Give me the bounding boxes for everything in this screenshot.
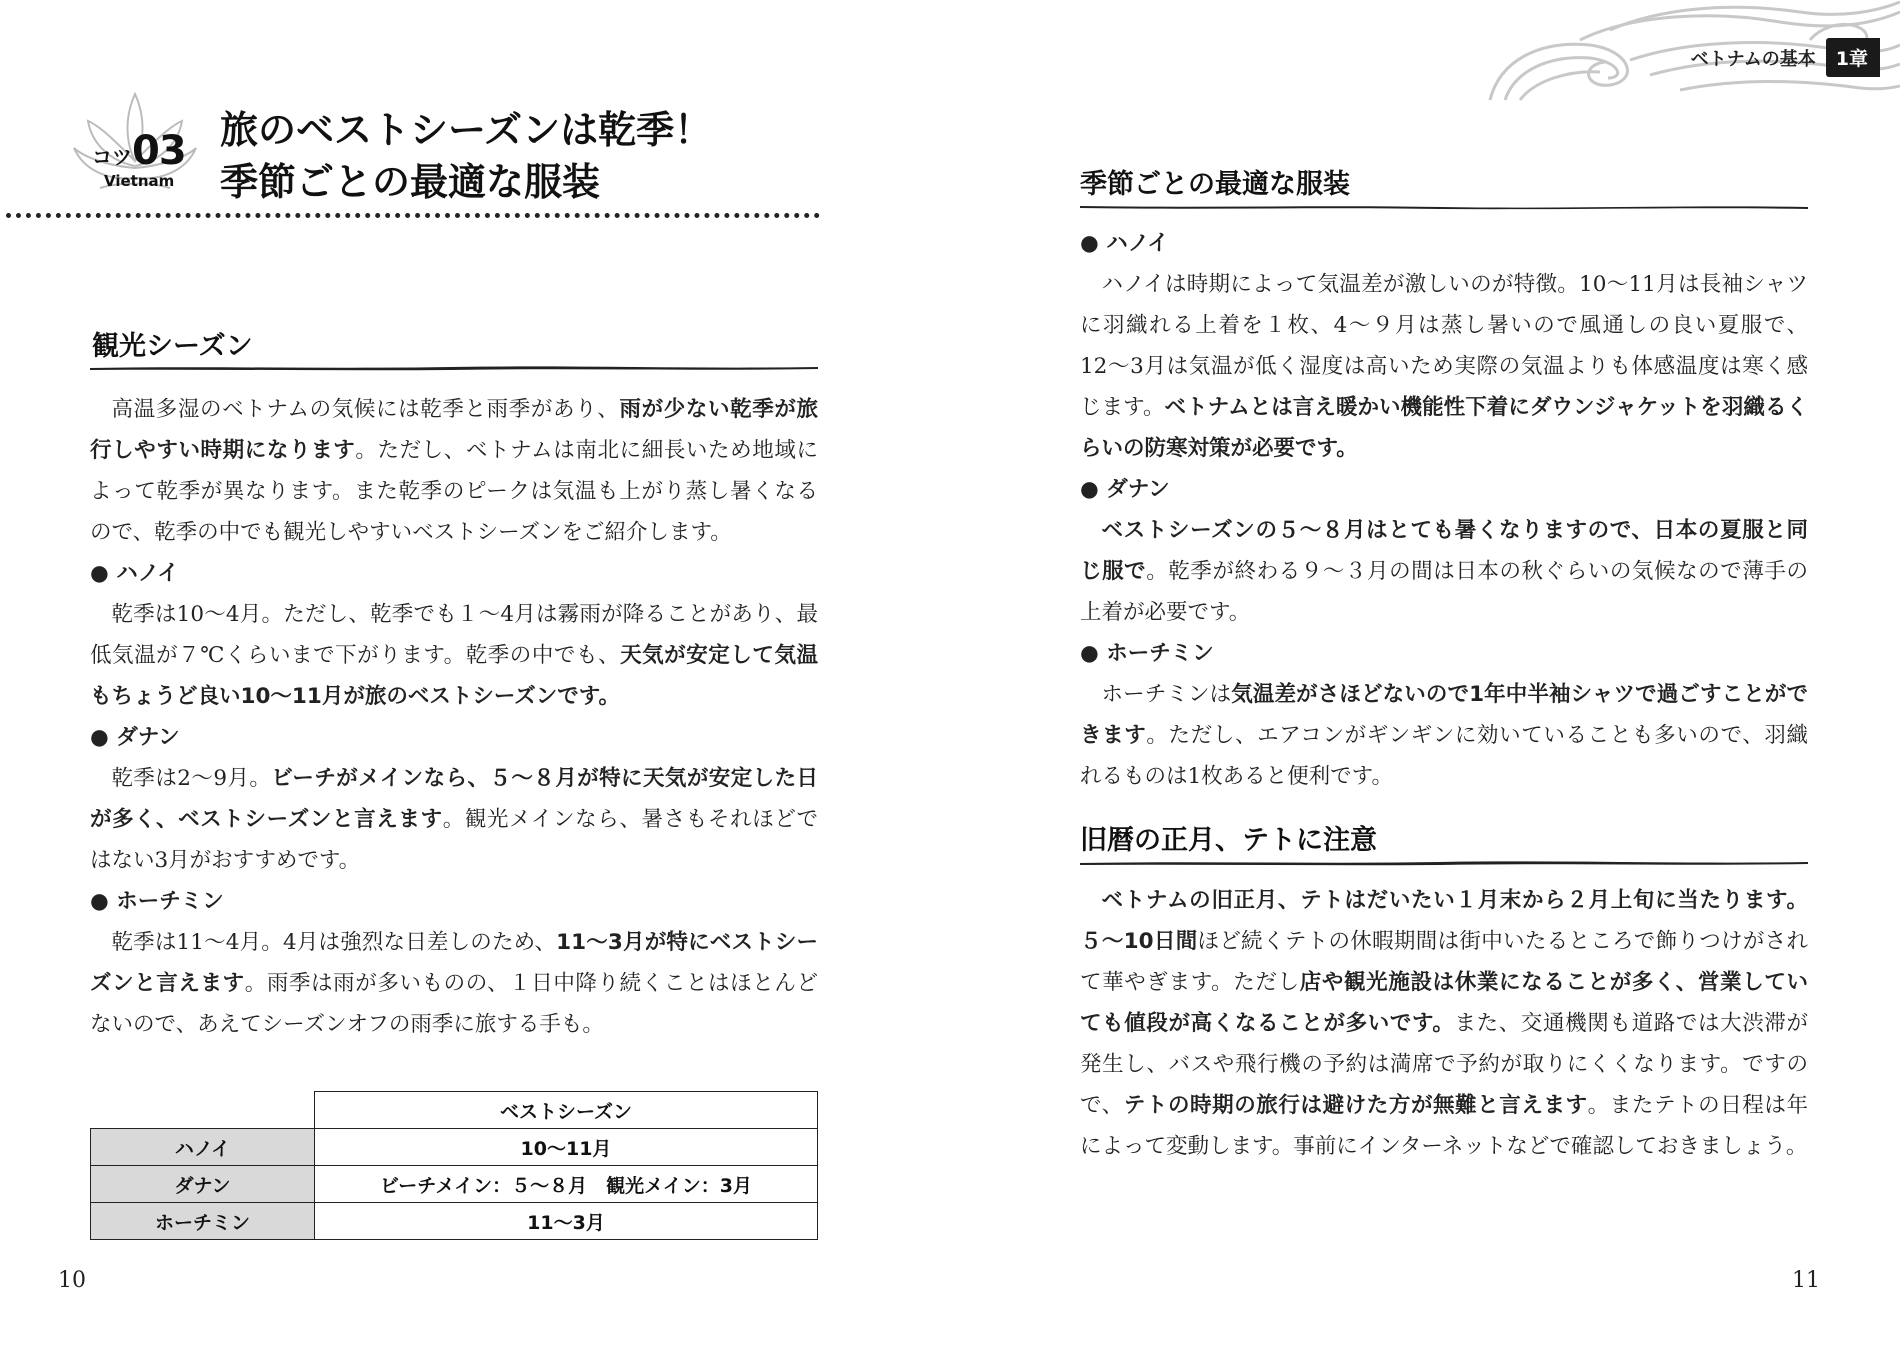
- table-cell-city: ダナン: [91, 1166, 315, 1203]
- text-segment: 。乾季が終わる９〜３月の間は日本の秋ぐらいの気候なので薄手の上着が必要です。: [1080, 559, 1808, 625]
- right-body-clothing: [1080, 223, 1808, 797]
- chapter-badge: 1章: [1826, 38, 1880, 77]
- text-segment: ベトナムの旧正月、テトはだいたい１月末から２月上旬に当たります。５〜10日間: [1080, 888, 1808, 954]
- table-row: [91, 1129, 818, 1166]
- text-segment: 乾季は10〜4月。ただし、乾季でも１〜4月は霧雨が降ることがあり、最低気温が７℃くらいまで下がります。乾季の中でも、: [90, 602, 818, 668]
- bullet-hanoi: ● ハノイ: [1080, 231, 1169, 256]
- section-heading-tet: 旧暦の正月、テトに注意: [1080, 825, 1377, 856]
- section-heading-tourist-season: 観光シーズン: [92, 331, 253, 362]
- brush-underline: [90, 364, 818, 371]
- text-segment: テトの時期の旅行は避けた方が無難と言えます: [1123, 1093, 1588, 1118]
- text-segment: 雨が少ない乾季が旅行しやすい時期になります: [90, 397, 818, 463]
- text-segment: 天気が安定して気温もちょうど良い10〜11月が旅のベストシーズンです。: [90, 643, 818, 709]
- table-cell-season: 10〜11月: [315, 1129, 818, 1166]
- text-segment: 高温多湿のベトナムの気候には乾季と雨季があり、: [111, 397, 620, 422]
- page-number-right: 11: [1792, 1268, 1820, 1293]
- table-header-row: [91, 1092, 818, 1129]
- table-cell-city: ホーチミン: [91, 1203, 315, 1240]
- hochiminh-paragraph: [90, 922, 818, 1045]
- tip-kotsu-label: コツ: [92, 145, 132, 169]
- text-segment: ベトナムとは言え暖かい機能性下着にダウンジャケットを羽織るくらいの防寒対策が必要です。: [1080, 395, 1809, 461]
- best-season-table: [90, 1091, 818, 1240]
- section-heading-clothing: 季節ごとの最適な服装: [1080, 169, 1350, 200]
- hochiminh-clothing-paragraph: [1080, 674, 1808, 797]
- tet-paragraph: [1080, 880, 1808, 1167]
- page-title-line2: 季節ごとの最適な服装: [220, 160, 601, 204]
- text-segment: 。ただし、ベトナムは南北に細長いため地域によって乾季が異なります。また乾季のピークは気温も上がり蒸し暑くなるので、乾季の中でも観光しやすいベストシーズンをご紹介します。: [90, 438, 818, 545]
- text-segment: 11〜3月が特にベストシーズンと言えます: [90, 930, 818, 996]
- right-body-tet: [1080, 880, 1808, 1167]
- hanoi-paragraph: [90, 594, 818, 717]
- text-segment: 。ただし、エアコンがギンギンに効いていることも多いので、羽織れるものは1枚あると便利です。: [1080, 723, 1808, 789]
- page-title: [220, 104, 712, 208]
- bullet-hanoi: ● ハノイ: [90, 561, 179, 586]
- right-page: [950, 0, 1900, 1355]
- text-segment: 乾季は11〜4月。4月は強烈な日差しのため、: [111, 930, 557, 955]
- text-segment: ハノイは時期によって気温差が激しいのが特徴。10〜11月は長袖シャツに羽織れる上着を１枚、4〜９月は蒸し暑いので風通しの良い夏服で、12〜3月は気温が低く湿度は高いため実際の気温よりも体感温度は寒く感じます。: [1080, 272, 1808, 420]
- danang-clothing-paragraph: [1080, 510, 1808, 633]
- text-segment: 気温差がさほどないので1年中半袖シャツで過ごすことができます: [1080, 682, 1808, 748]
- hanoi-clothing-paragraph: [1080, 264, 1808, 469]
- text-segment: 。観光メインなら、暑さもそれほどではない3月がおすすめです。: [90, 807, 819, 873]
- brush-underline: [1080, 203, 1808, 210]
- table-cell-season: ビーチメイン：５〜８月 観光メイン：3月: [315, 1166, 818, 1203]
- text-segment: ベストシーズンの５〜８月はとても暑くなりますので、日本の夏服と同じ服で: [1080, 518, 1808, 584]
- chapter-header: [1691, 38, 1880, 77]
- tip-number-value: 03: [132, 128, 186, 174]
- left-body: [90, 389, 818, 1045]
- chapter-title: ベトナムの基本: [1690, 48, 1816, 70]
- text-segment: ほど続くテトの休暇期間は街中いたるところで飾りつけがされて華やぎます。ただし: [1080, 929, 1808, 995]
- bullet-hochiminh: ● ホーチミン: [1080, 641, 1214, 666]
- table-cell-city: ハノイ: [91, 1129, 315, 1166]
- table-header-best-season: ベストシーズン: [315, 1092, 818, 1129]
- text-segment: ビーチがメインなら、５〜８月が特に天気が安定した日が多く、ベストシーズンと言えます: [90, 766, 818, 832]
- table-corner-cell: [91, 1092, 315, 1129]
- intro-paragraph: [90, 389, 818, 553]
- text-segment: 。雨季は雨が多いものの、１日中降り続くことはほとんどないので、あえてシーズンオフの雨季に旅する手も。: [90, 971, 818, 1037]
- text-segment: 乾季は2〜9月。: [111, 766, 272, 791]
- tip-sub-label: Vietnam: [104, 172, 175, 190]
- bullet-hochiminh: ● ホーチミン: [90, 889, 224, 914]
- table-row: [91, 1203, 818, 1240]
- text-segment: 店や観光施設は休業になることが多く、営業していても値段が高くなることが多いです。: [1080, 970, 1808, 1036]
- text-segment: 。またテトの日程は年によって変動します。事前にインターネットなどで確認しておきましょう。: [1080, 1093, 1808, 1159]
- bullet-danang: ● ダナン: [90, 725, 180, 750]
- bullet-danang: ● ダナン: [1080, 477, 1170, 502]
- page-number-left: 10: [58, 1268, 86, 1293]
- page-title-line1: 旅のベストシーズンは乾季！: [220, 108, 713, 152]
- table-row: [91, 1166, 818, 1203]
- text-segment: また、交通機関も道路では大渋滞が発生し、バスや飛行機の予約は満席で予約が取りにくくなります。ですので、: [1080, 1011, 1808, 1118]
- tip-number: [92, 128, 186, 174]
- danang-paragraph: [90, 758, 818, 881]
- brush-underline: [1080, 859, 1808, 866]
- text-segment: ホーチミンは: [1101, 682, 1232, 707]
- dotted-divider: [6, 213, 820, 218]
- table-cell-season: 11〜3月: [315, 1203, 818, 1240]
